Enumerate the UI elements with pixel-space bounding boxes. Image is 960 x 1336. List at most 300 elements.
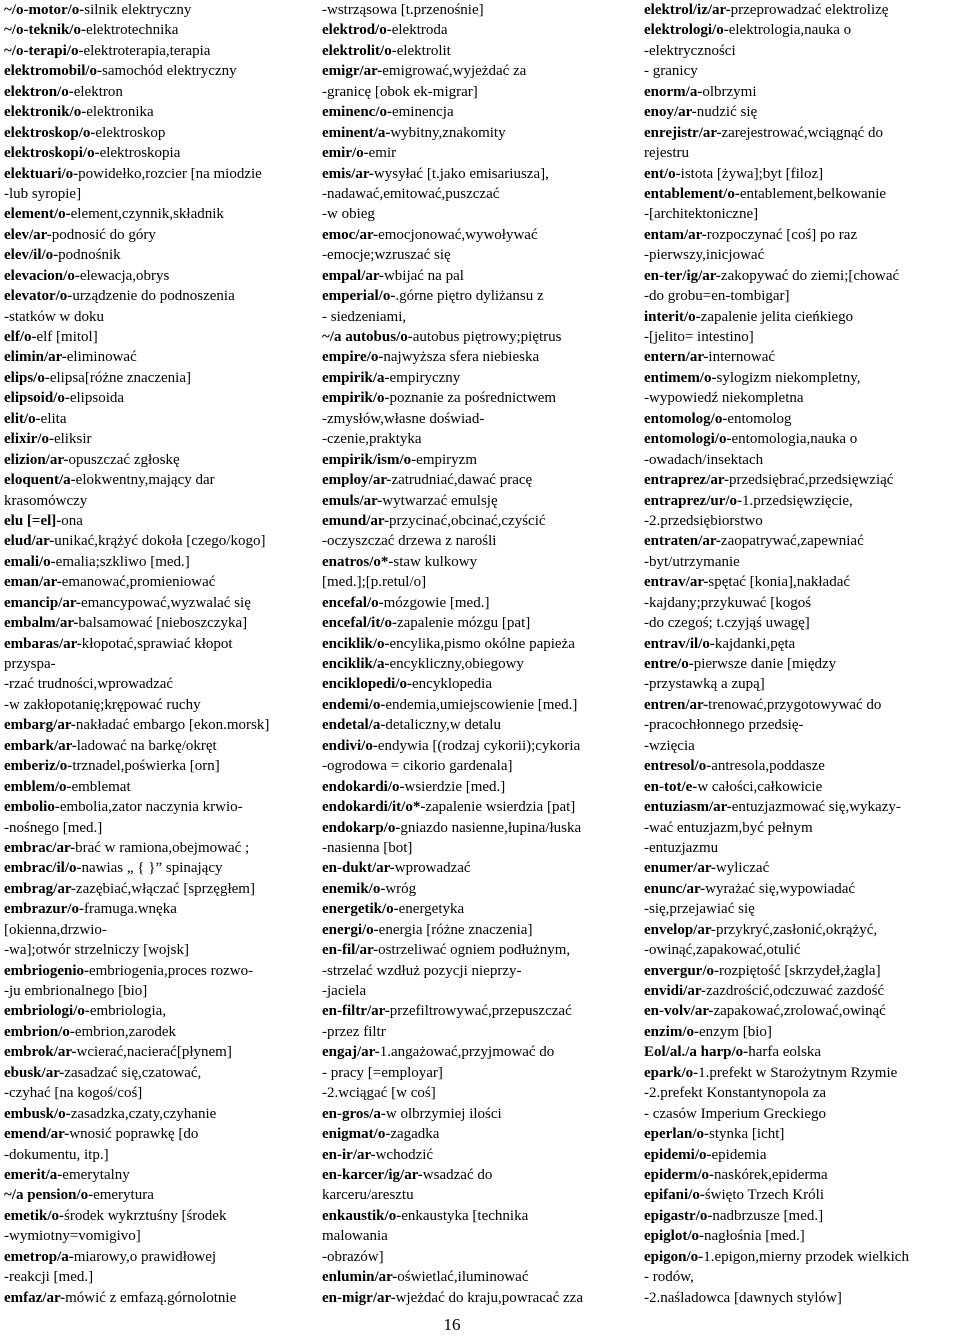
entry-headword: elektrol/iz/ar- xyxy=(644,2,731,18)
entry-definition: -statków w doku xyxy=(4,308,104,325)
entry-definition: zasadzka,czaty,czyhanie xyxy=(70,1105,217,1122)
entry-definition: emalia;szkliwo [med.] xyxy=(55,553,190,570)
dictionary-entry xyxy=(4,102,318,122)
entry-definition: kajdanki,pęta xyxy=(714,635,796,652)
entry-definition: framuga.wnęka xyxy=(83,901,177,918)
dictionary-entry xyxy=(322,1104,640,1124)
entry-definition: emancypować,wyzwalać się xyxy=(80,594,251,611)
dictionary-entry xyxy=(644,1247,958,1267)
entry-definition: [med.];[p.retul/o] xyxy=(322,574,427,591)
entry-headword: elixir/o- xyxy=(4,431,54,448)
dictionary-entry xyxy=(644,531,958,551)
entry-definition: -zmysłów,własne doświad- xyxy=(322,410,485,427)
dictionary-entry xyxy=(322,572,640,592)
entry-headword: embrac/il/o- xyxy=(4,860,82,877)
entry-headword: engaj/ar- xyxy=(322,1044,380,1061)
dictionary-entry xyxy=(322,879,640,899)
entry-headword: epigastr/o- xyxy=(644,1207,713,1224)
entry-headword: endokardi/it/o*- xyxy=(322,799,426,816)
dictionary-entry xyxy=(644,695,958,715)
entry-headword: embusk/o- xyxy=(4,1105,71,1122)
dictionary-entry xyxy=(644,511,958,531)
entry-definition: entuzjazmować się,wykazy- xyxy=(731,799,901,816)
entry-headword: emuls/ar- xyxy=(322,492,383,509)
dictionary-entry xyxy=(644,634,958,654)
dictionary-entry xyxy=(4,961,318,981)
entry-definition: zarejestrować,wciągnąć do xyxy=(721,124,884,141)
entry-definition: embolia,zator naczynia krwio- xyxy=(59,799,243,816)
entry-headword: enoy/ar- xyxy=(644,104,697,121)
dictionary-entry xyxy=(322,634,640,654)
entry-headword: enciklik/o- xyxy=(322,635,390,652)
entry-headword: en-karcer/ig/ar- xyxy=(322,1166,423,1183)
dictionary-entry xyxy=(644,858,958,878)
entry-headword: embrag/ar- xyxy=(4,880,76,897)
entry-definition: zakopywać do ziemi;[chować xyxy=(720,267,900,284)
dictionary-entry xyxy=(322,777,640,797)
entry-definition: sylogizm niekompletny, xyxy=(716,369,861,386)
entry-headword: entern/ar- xyxy=(644,349,709,366)
entry-definition: -do grobu=en-tombigar] xyxy=(644,288,790,305)
entry-headword: eminent/a- xyxy=(322,124,391,141)
dictionary-entry xyxy=(322,940,640,960)
entry-headword: empirik/o- xyxy=(322,390,390,407)
entry-definition: endywia [(rodzaj cykorii);cykoria xyxy=(377,737,581,754)
dictionary-entry xyxy=(322,0,640,20)
entry-headword: en-gros/a- xyxy=(322,1105,386,1122)
entry-definition: ostrzeliwać ogniem podłużnym, xyxy=(378,942,571,959)
dictionary-entry xyxy=(644,1145,958,1165)
dictionary-entry xyxy=(644,470,958,490)
dictionary-entry xyxy=(322,838,640,858)
entry-definition: -2.prefekt Konstantynopola za xyxy=(644,1085,827,1102)
dictionary-entry xyxy=(644,777,958,797)
entry-definition: stynka [icht] xyxy=(709,1126,785,1143)
entry-definition: staw kulkowy xyxy=(393,553,478,570)
dictionary-entry xyxy=(322,286,640,306)
entry-headword: en-filtr/ar- xyxy=(322,1003,390,1020)
entry-headword: elektroskop/o- xyxy=(4,124,96,141)
entry-definition: -2.naśladowca [dawnych stylów] xyxy=(644,1289,842,1306)
dictionary-entry xyxy=(322,1124,640,1144)
entry-headword: envelop/ar- xyxy=(644,921,716,938)
dictionary-entry xyxy=(322,1267,640,1287)
entry-headword: en-ter/ig/ar- xyxy=(644,267,721,284)
dictionary-entry xyxy=(322,593,640,613)
entry-headword: empirik/a- xyxy=(322,369,390,386)
entry-headword: emis/ar- xyxy=(322,165,374,182)
entry-headword: entuziasm/ar- xyxy=(644,799,732,816)
entry-headword: entrav/ar- xyxy=(644,574,709,591)
entry-definition: wyrażać się,wypowiadać xyxy=(705,880,856,897)
entry-definition: empiryzm xyxy=(416,451,477,468)
dictionary-entry xyxy=(4,1267,318,1287)
entry-headword: embriologi/o- xyxy=(4,1003,90,1020)
dictionary-entry xyxy=(322,797,640,817)
dictionary-entry xyxy=(4,1104,318,1124)
entry-definition: -ogrodowa = cikorio gardenala] xyxy=(322,758,513,775)
dictionary-entry xyxy=(4,429,318,449)
dictionary-entry xyxy=(4,1042,318,1062)
dictionary-entry xyxy=(644,899,958,919)
entry-headword: elipsoid/o- xyxy=(4,390,70,407)
entry-definition: -2.wciągać [w coś] xyxy=(322,1085,436,1102)
entry-definition: -nadawać,emitować,puszczać xyxy=(322,185,500,202)
page-number: 16 xyxy=(443,1315,461,1334)
dictionary-entry xyxy=(644,797,958,817)
entry-headword: elimin/ar- xyxy=(4,349,67,366)
dictionary-entry xyxy=(644,1063,958,1083)
dictionary-entry xyxy=(644,654,958,674)
entry-headword: enlumin/ar- xyxy=(322,1269,398,1286)
entry-headword: embarg/ar- xyxy=(4,717,76,734)
dictionary-entry xyxy=(322,715,640,735)
dictionary-entry xyxy=(4,184,318,204)
dictionary-entry xyxy=(644,1267,958,1287)
entry-definition: elektron xyxy=(73,83,123,100)
entry-headword: elektron/o- xyxy=(4,83,74,100)
dictionary-entry xyxy=(4,41,318,61)
dictionary-entry xyxy=(322,82,640,102)
entry-definition: - granicy xyxy=(644,63,698,80)
dictionary-entry xyxy=(4,266,318,286)
entry-definition: entomolog xyxy=(727,410,792,427)
entry-headword: element/o- xyxy=(4,206,71,223)
dictionary-entry xyxy=(644,143,958,163)
dictionary-entry xyxy=(322,347,640,367)
dictionary-entry xyxy=(644,1226,958,1246)
dictionary-entry xyxy=(322,1165,640,1185)
entry-definition: - siedzeniami, xyxy=(322,308,407,325)
dictionary-entry xyxy=(322,470,640,490)
dictionary-entry xyxy=(644,1124,958,1144)
entry-definition: -elektryczności xyxy=(644,42,736,59)
dictionary-entry xyxy=(4,1145,318,1165)
dictionary-entry xyxy=(4,368,318,388)
dictionary-entry xyxy=(644,0,958,20)
dictionary-entry xyxy=(4,204,318,224)
entry-definition: święto Trzech Króli xyxy=(704,1187,825,1204)
dictionary-entry xyxy=(4,61,318,81)
dictionary-entry xyxy=(4,123,318,143)
entry-headword: energetik/o- xyxy=(322,901,399,918)
entry-definition: -nasienna [bot] xyxy=(322,839,413,856)
entry-headword: embrok/ar- xyxy=(4,1044,77,1061)
entry-definition: rejestru xyxy=(644,145,689,162)
entry-headword: entimem/o- xyxy=(644,369,717,386)
dictionary-entry xyxy=(322,899,640,919)
entry-definition: -wstrząsowa [t.przenośnie] xyxy=(322,2,484,18)
dictionary-entry xyxy=(322,1063,640,1083)
entry-definition: internować xyxy=(708,349,776,366)
entry-definition: harfa eolska xyxy=(748,1044,822,1061)
entry-definition: -do czegoś; t.czyjąś uwagę] xyxy=(644,615,810,632)
entry-definition: -reakcji [med.] xyxy=(4,1269,94,1286)
entry-definition: .górne piętro dyliżansu z xyxy=(395,288,544,305)
entry-definition: elokwentny,mający dar xyxy=(75,472,215,489)
entry-definition: emerytalny xyxy=(62,1166,130,1183)
dictionary-entry xyxy=(644,450,958,470)
entry-headword: epigon/o- xyxy=(644,1248,704,1265)
dictionary-entry xyxy=(322,1145,640,1165)
dictionary-entry xyxy=(322,102,640,122)
dictionary-entry xyxy=(644,286,958,306)
entry-headword: enatros/o*- xyxy=(322,553,394,570)
entry-definition: element,czynnik,składnik xyxy=(70,206,224,223)
dictionary-entry xyxy=(322,531,640,551)
entry-definition: wnosić poprawkę [do xyxy=(69,1126,199,1143)
dictionary-entry xyxy=(4,1185,318,1205)
dictionary-entry xyxy=(644,1042,958,1062)
dictionary-entry xyxy=(4,470,318,490)
entry-headword: embriogenio- xyxy=(4,962,89,979)
entry-definition: energetyka xyxy=(398,901,465,918)
dictionary-entry xyxy=(322,756,640,776)
dictionary-entry xyxy=(4,245,318,265)
entry-headword: eloquent/a- xyxy=(4,472,76,489)
dictionary-entry xyxy=(4,511,318,531)
dictionary-entry xyxy=(4,940,318,960)
dictionary-entry xyxy=(644,347,958,367)
entry-headword: emfaz/ar- xyxy=(4,1289,66,1306)
entry-definition: - pracy [=employar] xyxy=(322,1064,443,1081)
entry-headword: en-ir/ar- xyxy=(322,1146,376,1163)
entry-headword: enkaustik/o- xyxy=(322,1207,402,1224)
dictionary-entry xyxy=(644,82,958,102)
entry-headword: elev/il/o- xyxy=(4,247,59,264)
dictionary-entry xyxy=(322,225,640,245)
entry-headword: eperlan/o- xyxy=(644,1126,709,1143)
entry-headword: elevator/o- xyxy=(4,288,73,305)
dictionary-entry xyxy=(4,756,318,776)
entry-definition: elipsa[różne znaczenia] xyxy=(49,369,191,386)
entry-definition: oświetlać,iluminować xyxy=(397,1269,529,1286)
dictionary-entry xyxy=(644,409,958,429)
entry-headword: ~/o-teknik/o- xyxy=(4,22,86,39)
entry-headword: emperial/o- xyxy=(322,288,396,305)
dictionary-column-3 xyxy=(644,0,958,1308)
entry-definition: najwyższa sfera niebieska xyxy=(383,349,540,366)
entry-definition: w całości,całkowicie xyxy=(697,778,823,795)
entry-definition: ladować na barkę/okręt xyxy=(76,737,217,754)
entry-headword: emund/ar- xyxy=(322,512,389,529)
dictionary-entry xyxy=(4,838,318,858)
entry-headword: entomolog/o- xyxy=(644,410,728,427)
entry-definition: opuszczać zgłoskę xyxy=(68,451,180,468)
entry-headword: elektromobil/o- xyxy=(4,63,103,80)
dictionary-entry xyxy=(322,1042,640,1062)
entry-definition: nakładać embargo [ekon.morsk] xyxy=(75,717,270,734)
dictionary-entry xyxy=(322,266,640,286)
dictionary-entry xyxy=(322,388,640,408)
dictionary-entry xyxy=(644,164,958,184)
entry-definition: -oczyszczać drzewa z narośli xyxy=(322,533,497,550)
entry-headword: envergur/o- xyxy=(644,962,719,979)
entry-headword: energi/o- xyxy=(322,921,379,938)
entry-definition: wcierać,nacierać[płynem] xyxy=(76,1044,232,1061)
dictionary-entry xyxy=(322,858,640,878)
entry-definition: emir xyxy=(368,145,397,162)
entry-definition: wyliczać xyxy=(715,860,770,877)
entry-definition: -owadach/insektach xyxy=(644,451,764,468)
dictionary-entry xyxy=(4,613,318,633)
dictionary-entry xyxy=(644,1206,958,1226)
dictionary-entry xyxy=(644,204,958,224)
entry-definition: 1.przedsięwzięcie, xyxy=(742,492,853,509)
entry-headword: ~/a autobus/o- xyxy=(322,329,413,345)
entry-headword: entrav/il/o- xyxy=(644,635,715,652)
entry-headword: endokarp/o- xyxy=(322,819,401,836)
entry-headword: ~/a pension/o- xyxy=(4,1187,94,1204)
entry-headword: emberiz/o- xyxy=(4,758,73,775)
dictionary-entry xyxy=(322,1083,640,1103)
entry-definition: -granicę [obok ek-migrar] xyxy=(322,83,478,100)
dictionary-entry xyxy=(644,20,958,40)
dictionary-entry xyxy=(4,409,318,429)
entry-headword: Eol/al./a harp/o- xyxy=(644,1044,749,1061)
dictionary-entry xyxy=(4,1063,318,1083)
entry-definition: autobus piętrowy;piętrus xyxy=(412,329,562,345)
entry-definition: eliksir xyxy=(53,431,92,448)
entry-headword: embalm/ar- xyxy=(4,615,79,632)
entry-headword: emerit/a- xyxy=(4,1166,63,1183)
entry-definition: elita xyxy=(40,410,67,427)
dictionary-entry xyxy=(322,1206,640,1226)
entry-definition: -kajdany;przykuwać [kogoś xyxy=(644,594,812,611)
entry-headword: embaras/ar- xyxy=(4,635,82,652)
entry-headword: elektronik/o- xyxy=(4,104,87,121)
entry-definition: przykryć,zasłonić,okrążyć, xyxy=(715,921,878,938)
entry-definition: - czasów Imperium Greckiego xyxy=(644,1105,827,1122)
entry-headword: eminenc/o- xyxy=(322,104,392,121)
dictionary-entry xyxy=(4,715,318,735)
entry-headword: entam/ar- xyxy=(644,226,707,243)
dictionary-entry xyxy=(322,1022,640,1042)
entry-definition: -pracochłonnego przedsię- xyxy=(644,717,804,734)
dictionary-entry xyxy=(4,634,318,654)
dictionary-entry xyxy=(4,491,318,511)
entry-definition: nadbrzusze [med.] xyxy=(712,1207,824,1224)
entry-definition: zagadka xyxy=(390,1126,440,1143)
entry-definition: zatrudniać,dawać pracę xyxy=(391,472,533,489)
dictionary-entry xyxy=(322,613,640,633)
entry-definition: wjeżdać do kraju,powracać zza xyxy=(395,1289,583,1306)
entry-headword: en-tot/e- xyxy=(644,778,698,795)
entry-definition: -wypowiedź niekompletna xyxy=(644,390,804,407)
entry-headword: envidi/ar- xyxy=(644,983,706,999)
entry-headword: emir/o- xyxy=(322,145,369,162)
entry-headword: entresol/o- xyxy=(644,758,712,775)
entry-headword: embrion/o- xyxy=(4,1023,75,1040)
dictionary-entry xyxy=(644,593,958,613)
dictionary-entry xyxy=(644,327,958,347)
entry-definition: -dokumentu, itp.] xyxy=(4,1146,109,1163)
dictionary-entry xyxy=(4,1083,318,1103)
dictionary-entry xyxy=(644,225,958,245)
entry-definition: samochód elektryczny xyxy=(102,63,237,80)
entry-definition: zapalenie wsierdzia [pat] xyxy=(425,799,576,816)
dictionary-entry xyxy=(4,450,318,470)
dictionary-entry xyxy=(322,123,640,143)
dictionary-entry xyxy=(322,1288,640,1308)
dictionary-entry xyxy=(644,572,958,592)
dictionary-entry xyxy=(4,674,318,694)
dictionary-entry xyxy=(322,1185,640,1205)
entry-definition: -owinąć,zapakować,otulić xyxy=(644,942,801,959)
dictionary-entry xyxy=(322,450,640,470)
entry-definition: malowania xyxy=(322,1228,388,1245)
dictionary-entry xyxy=(644,818,958,838)
dictionary-entry xyxy=(4,1226,318,1246)
entry-definition: spętać [konia],nakładać xyxy=(708,574,851,591)
entry-definition: środek wykrztuśny [środek xyxy=(63,1207,227,1224)
dictionary-entry xyxy=(644,1185,958,1205)
dictionary-entry xyxy=(322,552,640,572)
dictionary-entry xyxy=(4,1001,318,1021)
dictionary-entry xyxy=(322,1001,640,1021)
entry-headword: employ/ar- xyxy=(322,472,392,489)
dictionary-entry xyxy=(322,143,640,163)
entry-definition: -lub syropie] xyxy=(4,185,82,202)
entry-definition: -wać entuzjazm,być pełnym xyxy=(644,819,813,836)
dictionary-entry xyxy=(4,797,318,817)
entry-headword: en-dukt/ar- xyxy=(322,860,395,877)
entry-headword: emblem/o- xyxy=(4,778,72,795)
entry-definition: endemia,umiejscowienie [med.] xyxy=(385,696,578,713)
entry-headword: ~/o-terapi/o- xyxy=(4,42,84,59)
entry-definition: elektroskopia xyxy=(99,145,181,162)
entry-definition: -w obieg xyxy=(322,206,375,223)
entry-headword: entre/o- xyxy=(644,656,694,672)
entry-definition: elipsoida xyxy=(69,390,125,407)
entry-definition: nawias „ { }” spinający xyxy=(81,860,223,877)
dictionary-entry xyxy=(4,307,318,327)
dictionary-entry xyxy=(4,1288,318,1308)
entry-headword: en-fil/ar- xyxy=(322,942,379,959)
entry-definition: kłopotać,sprawiać kłopot xyxy=(81,635,233,652)
dictionary-entry xyxy=(322,736,640,756)
entry-definition: epidemia xyxy=(711,1146,767,1163)
entry-definition: embriogenia,proces rozwo- xyxy=(88,962,254,979)
entry-headword: endokardi/o- xyxy=(322,778,405,795)
entry-definition: ona xyxy=(61,512,83,529)
dictionary-entry xyxy=(4,695,318,715)
dictionary-entry xyxy=(4,20,318,40)
entry-definition: encyklopedia xyxy=(412,676,492,693)
dictionary-entry xyxy=(322,20,640,40)
entry-headword: embark/ar- xyxy=(4,737,77,754)
entry-definition: -entuzjazmu xyxy=(644,839,719,856)
dictionary-entry xyxy=(644,123,958,143)
entry-definition: mówić z emfazą.górnolotnie xyxy=(65,1289,237,1306)
entry-definition: wróg xyxy=(385,880,417,897)
entry-definition: -byt/utrzymanie xyxy=(644,553,740,570)
dictionary-entry xyxy=(322,204,640,224)
entry-definition: - rodów, xyxy=(644,1269,694,1286)
entry-definition: elektroterapia,terapia xyxy=(83,42,211,59)
entry-headword: interit/o- xyxy=(644,308,701,325)
entry-definition: elektroskop xyxy=(95,124,166,141)
dictionary-entry xyxy=(4,225,318,245)
entry-headword: elev/ar- xyxy=(4,226,52,243)
entry-headword: entraprez/ur/o- xyxy=(644,492,743,509)
entry-headword: entraten/ar- xyxy=(644,533,721,550)
dictionary-entry xyxy=(4,1022,318,1042)
entry-headword: entren/ar- xyxy=(644,696,709,713)
entry-headword: elektuari/o- xyxy=(4,165,79,182)
entry-definition: wchodzić xyxy=(375,1146,434,1163)
entry-headword: emetik/o- xyxy=(4,1207,64,1224)
